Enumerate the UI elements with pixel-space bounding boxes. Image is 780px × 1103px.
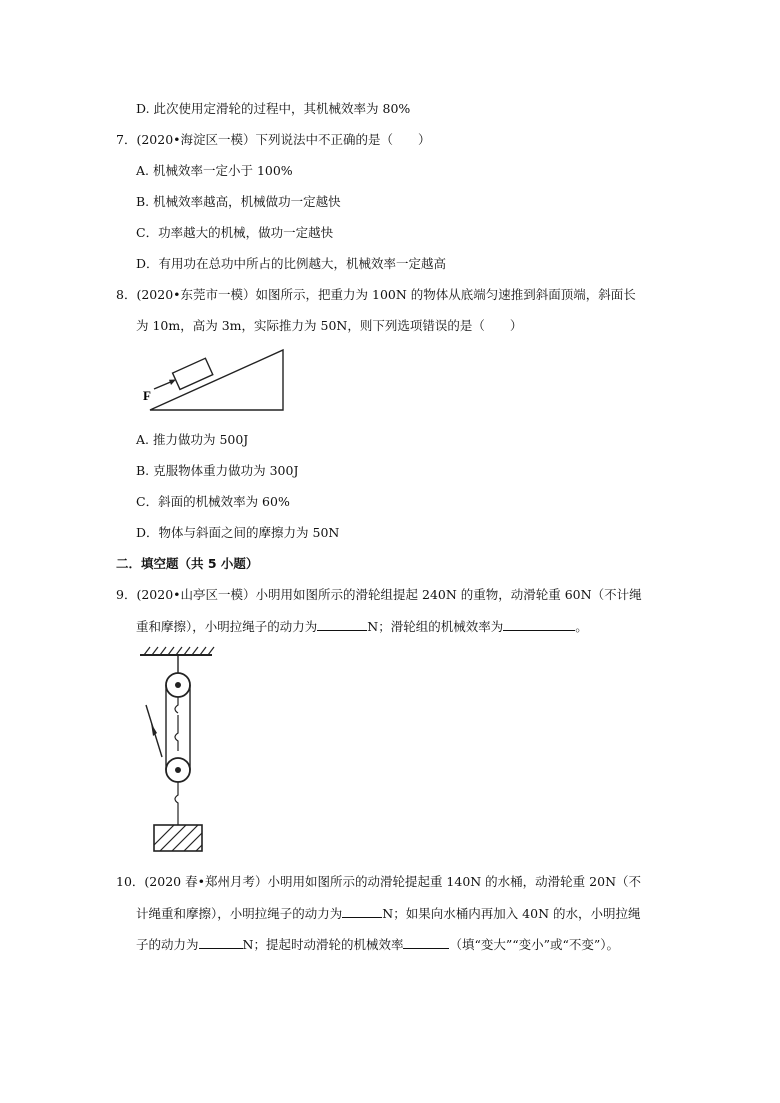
q10-line2: [136, 904, 641, 923]
q9-blank-force[interactable]: [317, 617, 367, 631]
q9-text-a: 重和摩擦），小明拉绳子的动力为: [136, 619, 318, 634]
q9-line2: [136, 617, 588, 636]
q8-stem-line1: 8．(2020•东莞市一模）如图所示，把重力为 100N 的物体从底端匀速推到斜面顶端，斜面长: [116, 287, 636, 302]
q10-text-c: 子的动力为: [136, 937, 199, 952]
q9-line1: 9．(2020•山亭区一模）小明用如图所示的滑轮组提起 240N 的重物，动滑轮重 60N（不计绳: [116, 587, 642, 602]
q10-text-e: （填“变大”“变小”或“不变”）。: [449, 937, 620, 952]
q10-blank-force1[interactable]: [342, 904, 382, 918]
q7-option-a: A. 机械效率一定小于 100%: [136, 163, 293, 178]
incline-figure: [140, 345, 290, 417]
force-label-f: F: [143, 388, 151, 403]
q10-text-d: N；提起时动滑轮的机械效率: [242, 937, 404, 952]
q7-option-b: B. 机械效率越高，机械做功一定越快: [136, 194, 341, 209]
q10-blank-force2[interactable]: [199, 935, 243, 949]
q10-text-a: 计绳重和摩擦），小明拉绳子的动力为: [136, 906, 343, 921]
pull-arrow-head: [151, 723, 157, 736]
ceiling-hatch: [144, 647, 214, 655]
q9-text-c: 。: [575, 619, 588, 634]
q10-line3: [136, 935, 619, 954]
q10-text-b: N；如果向水桶内再加入 40N 的水，小明拉绳: [382, 906, 641, 921]
q10-blank-efficiency[interactable]: [403, 935, 449, 949]
q9-blank-efficiency[interactable]: [503, 617, 575, 631]
q8-option-a: A. 推力做功为 500J: [136, 432, 249, 447]
q7-option-c: C．功率越大的机械，做功一定越快: [136, 225, 334, 240]
q6-option-d: D. 此次使用定滑轮的过程中，其机械效率为 80%: [136, 101, 411, 116]
q9-text-b: N；滑轮组的机械效率为: [367, 619, 504, 634]
q10-line1: 10．(2020 春•郑州月考）小明用如图所示的动滑轮提起重 140N 的水桶，动滑轮重 20N（不: [116, 874, 642, 889]
section-title: 二．填空题（共 5 小题）: [116, 556, 259, 571]
q7-stem: 7．(2020•海淀区一模）下列说法中不正确的是（ ）: [116, 132, 431, 147]
pulley-figure: [140, 645, 240, 855]
q8-option-c: C．斜面的机械效率为 60%: [136, 494, 290, 509]
arrow-head: [169, 380, 176, 386]
q8-option-d: D．物体与斜面之间的摩擦力为 50N: [136, 525, 340, 540]
q7-option-d: D．有用功在总功中所占的比例越大，机械效率一定越高: [136, 256, 447, 271]
q8-stem-line2: 为 10m，高为 3m，实际推力为 50N，则下列选项错误的是（ ）: [136, 318, 523, 333]
q8-option-b: B. 克服物体重力做功为 300J: [136, 463, 299, 478]
